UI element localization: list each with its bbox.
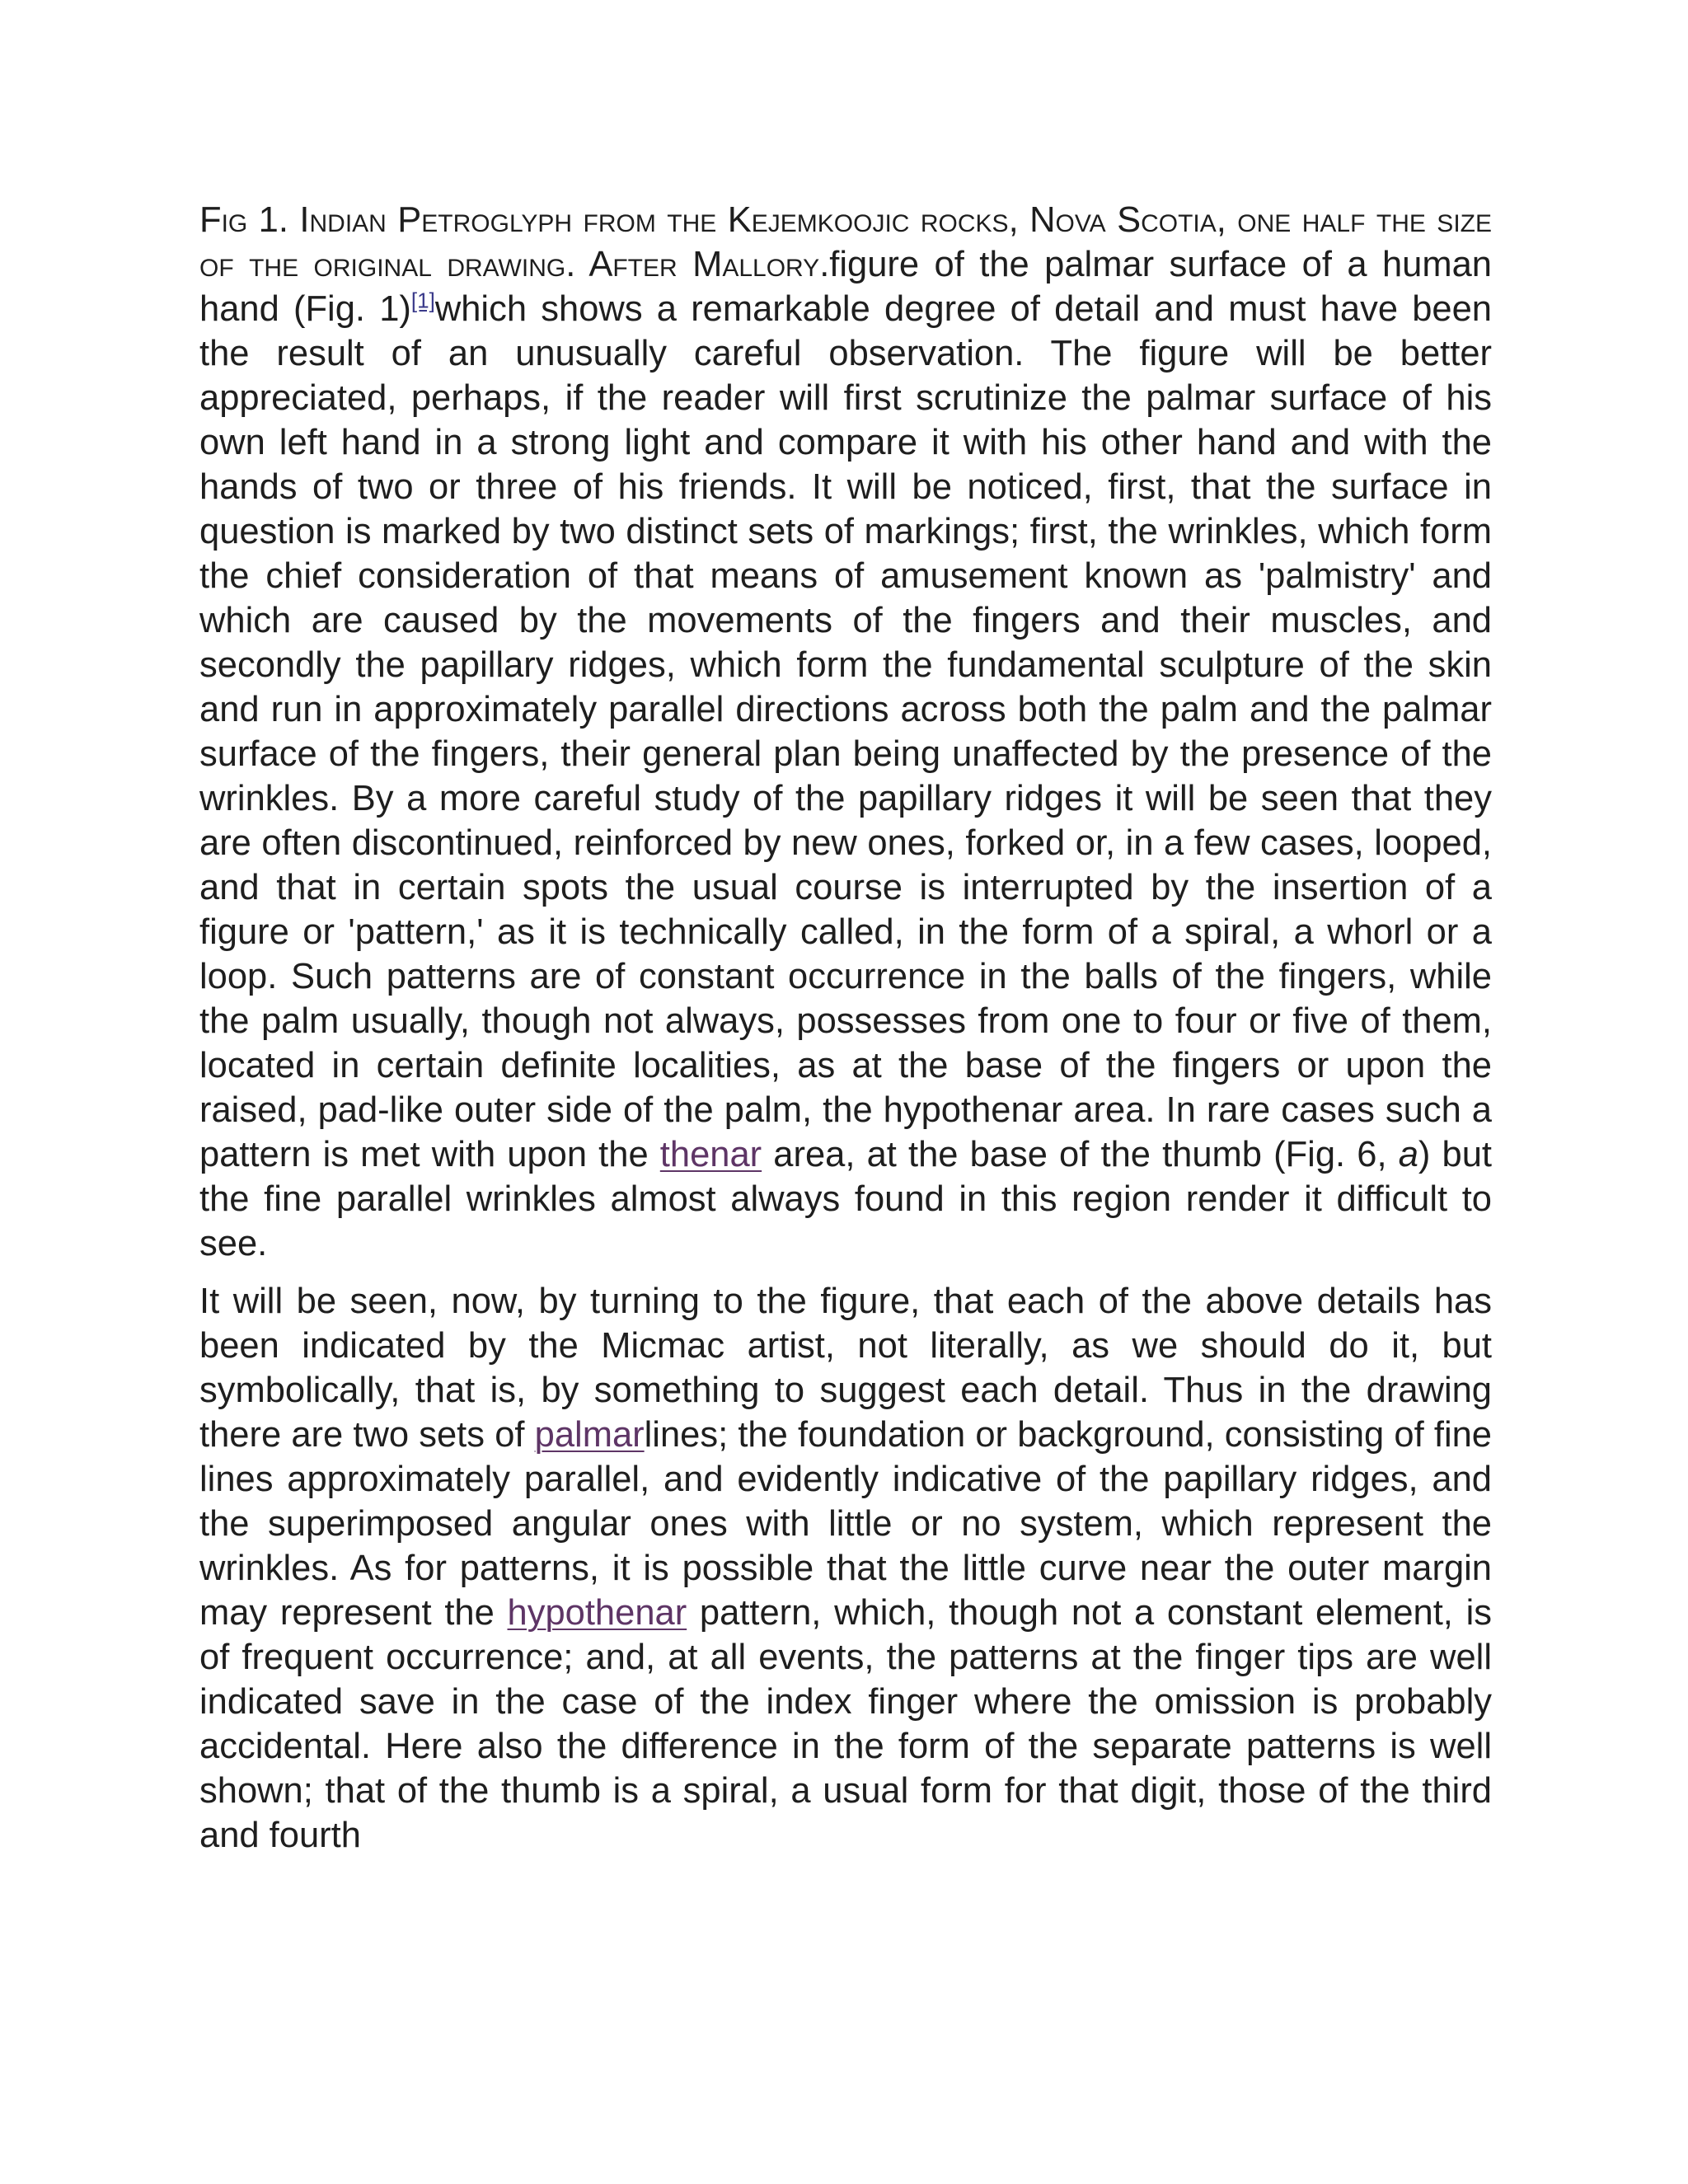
paragraph-2-text-a: It will be seen, now, by turning to the figure, that each of the above details has been indicated by the Micmac artist, not literally, as we should do it, but symbolically, that is, by something to suggest each detail. Thus in the drawing there are two sets of <box>199 1282 1492 1455</box>
paragraph-2-text-b: lines; the foundation or background, consisting of fine lines approximately parallel, and evidently indicative of the papillary ridges, and the superimposed angular ones with little or no system, which represent the wrinkles. As for patterns, it is possible that the little curve near the outer margin may represent the <box>199 1415 1492 1633</box>
hypothenar-link[interactable]: hypothenar <box>507 1593 687 1633</box>
figure-6-a-label: a <box>1398 1135 1418 1174</box>
paragraph-1-text-a: figure of the palmar surface of a human hand (Fig. 1) <box>199 245 1492 329</box>
document-page <box>199 198 1492 1858</box>
thenar-link[interactable]: thenar <box>659 1135 762 1174</box>
paragraph-1-text-b: which shows a remarkable degree of detail and must have been the result of an unusually careful observation. The figure will be better appreciated, perhaps, if the reader will first scrutinize the palmar surface of his own left hand in a strong light and compare it with his other hand and with the hands of two or three of his friends. It will be noticed, first, that the surface in question is marked by two distinct sets of markings; first, the wrinkles, which form the chief consideration of that means of amusement known as 'palmistry' and which are caused by the movements of the fingers and their muscles, and secondly the papillary ridges, which form the fundamental sculpture of the skin and run in approximately parallel directions across both the palm and the palmar surface of the fingers, their general plan being unaffected by the presence of the wrinkles. By a more careful study of the papillary ridges it will be seen that they are often discontinued, reinforced by new ones, forked or, in a few cases, looped, and that in certain spots the usual course is interrupted by the insertion of a figure or 'pattern,' as it is technically called, in the form of a spiral, a whorl or a loop. Such patterns are of constant occurrence in the balls of the fingers, while the palm usually, though not always, possesses from one to four or five of them, located in certain definite localities, as at the base of the fingers or upon the raised, pad-like outer side of the palm, the hypothenar area. In rare cases such a pattern is met with upon the <box>199 289 1493 1174</box>
paragraph-2 <box>199 1279 1492 1858</box>
palmar-link[interactable]: palmar <box>534 1415 645 1455</box>
paragraph-1-text-d: ) but the fine parallel wrinkles almost always found in this region render it difficult to see. <box>199 1135 1492 1263</box>
paragraph-2-text-c: pattern, which, though not a constant element, is of frequent occurrence; and, at all events, the patterns at the finger tips are well indicated save in the case of the index finger where the omission is probably accidental. Here also the difference in the form of the separate patterns is well shown; that of the thumb is a spiral, a usual form for that digit, those of the third and fourth <box>199 1593 1492 1855</box>
paragraph-1-text-c: area, at the base of the thumb (Fig. 6, <box>762 1135 1399 1174</box>
footnote-link[interactable]: [1] <box>410 288 435 313</box>
figure-caption: Fig 1. Indian Petroglyph from the Kejemkoojic rocks, Nova Scotia, one half the size of the original drawing. After Mallory. <box>199 200 1492 284</box>
paragraph-1 <box>199 198 1492 1266</box>
